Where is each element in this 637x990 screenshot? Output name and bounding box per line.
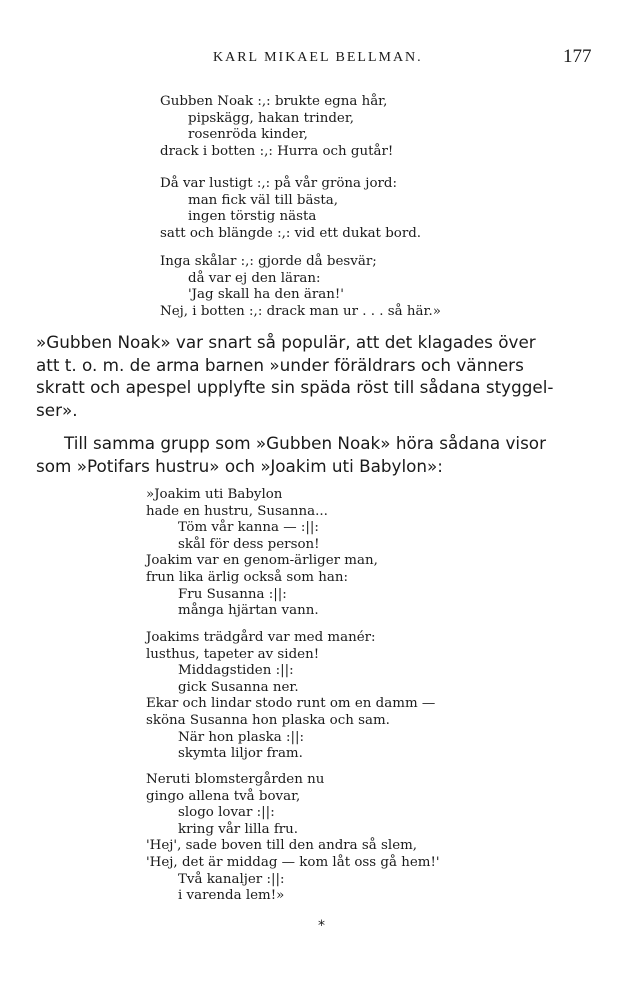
poem-line: ingen törstig nästa <box>188 209 317 225</box>
poem-line: 'Jag skall ha den äran!' <box>188 287 344 303</box>
poem-line: Gubben Noak :,: brukte egna hår, <box>160 94 388 109</box>
poem-line: satt och blängde :,: vid ett dukat bord. <box>160 225 422 241</box>
poem-line: Nej, i botten :,: drack man ur . . . så här.» <box>160 303 441 319</box>
prose-line: »Gubben Noak» var snart så populär, att det klagades över <box>36 332 536 352</box>
poem-line: Neruti blomstergården nu <box>146 772 325 787</box>
poem-line: gick Susanna ner. <box>178 679 299 695</box>
prose-line: Till samma grupp som »Gubben Noak» höra sådana visor <box>64 433 546 453</box>
poem2-stanza-3 <box>146 772 440 905</box>
prose-line: som »Potifars hustru» och »Joakim uti Babylon»: <box>36 455 443 476</box>
prose-paragraph-1 <box>36 331 604 421</box>
asterisk-ornament: * <box>318 918 325 934</box>
poem-line: sköna Susanna hon plaska och sam. <box>146 712 390 728</box>
prose-line: att t. o. m. de arma barnen »under föräldrars och vänners <box>36 354 524 375</box>
poem-line: lusthus, tapeter av siden! <box>146 646 320 662</box>
page-header <box>0 46 637 74</box>
poem-line: i varenda lem!» <box>178 888 285 904</box>
poem-line: man fick väl till bästa, <box>188 192 338 208</box>
poem-line: Inga skålar :,: gjorde då besvär; <box>160 254 377 269</box>
poem-line: slogo lovar :||: <box>178 805 275 821</box>
poem-line: Då var lustigt :,: på vår gröna jord: <box>160 176 397 191</box>
poem2-stanza-1 <box>146 487 378 620</box>
poem-line: skymta liljor fram. <box>178 746 303 762</box>
page-number: 177 <box>563 46 592 67</box>
poem-line: drack i botten :,: Hurra och gutår! <box>160 143 394 159</box>
poem1-stanza-2 <box>160 176 421 242</box>
poem-line: hade en hustru, Susanna... <box>146 503 328 519</box>
poem-line: då var ej den läran: <box>188 270 321 286</box>
poem-line: Ekar och lindar stodo runt om en damm — <box>146 696 436 712</box>
poem-line: Middagstiden :||: <box>178 663 294 679</box>
running-head: KARL MIKAEL BELLMAN. <box>213 50 423 65</box>
poem-line: frun lika ärlig också som han: <box>146 569 348 585</box>
poem-line: gingo allena två bovar, <box>146 788 301 804</box>
poem-line: Joakims trädgård var med manér: <box>146 630 376 645</box>
poem-line: Två kanaljer :||: <box>178 871 285 887</box>
poem1-stanza-3 <box>160 254 441 320</box>
poem1-stanza-1 <box>160 94 393 160</box>
poem-line: rosenröda kinder, <box>188 127 308 143</box>
prose-line: skratt och apespel upplyfte sin späda röst till sådana styggel- <box>36 377 554 398</box>
prose-paragraph-2 <box>36 432 604 477</box>
poem-line: »Joakim uti Babylon <box>146 487 283 502</box>
poem-line: Töm vår kanna — :||: <box>178 520 319 536</box>
poem-line: När hon plaska :||: <box>178 729 305 745</box>
poem-line: pipskägg, hakan trinder, <box>188 110 355 126</box>
poem2-stanza-2 <box>146 630 435 763</box>
poem-line: 'Hej, det är middag — kom låt oss gå hem!' <box>146 854 440 870</box>
poem-line: skål för dess person! <box>178 536 320 552</box>
poem-line: Joakim var en genom-ärliger man, <box>146 553 378 569</box>
poem-line: många hjärtan vann. <box>178 603 319 619</box>
poem-line: Fru Susanna :||: <box>178 586 287 602</box>
poem-line: kring vår lilla fru. <box>178 821 299 837</box>
poem-line: 'Hej', sade boven till den andra så slem, <box>146 838 418 854</box>
prose-line: ser». <box>36 399 78 420</box>
